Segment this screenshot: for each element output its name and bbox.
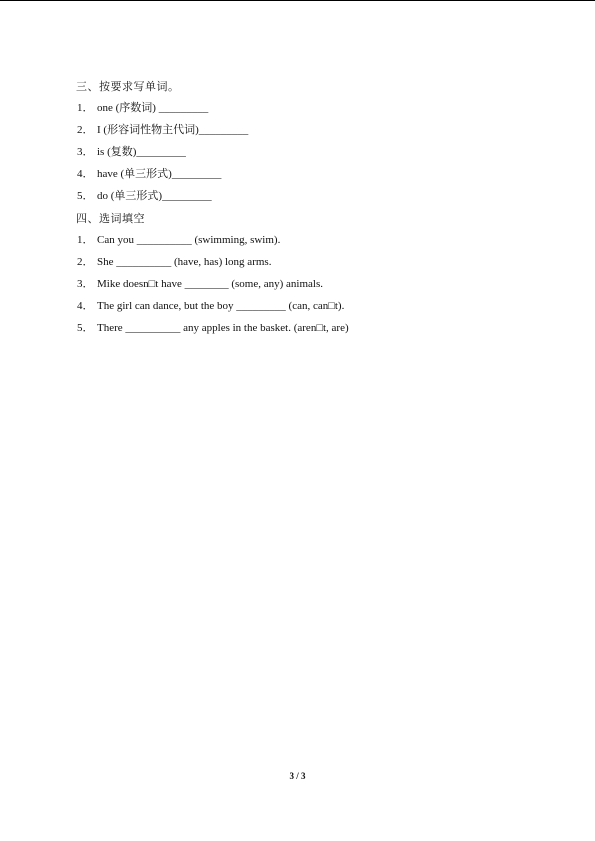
section-3-item-4: [76, 167, 546, 182]
item-text: do (单三形式)_________: [97, 190, 212, 202]
item-text: I (形容词性物主代词)_________: [97, 124, 249, 136]
section-4-item-4: [76, 299, 546, 314]
section-4-title: 四、选词填空: [76, 212, 145, 225]
section-4-item-1: [76, 233, 546, 248]
section-3-title: 三、按要求写单词。: [76, 80, 180, 93]
section-4-item-5: [76, 321, 546, 336]
section-3-item-5: [76, 189, 546, 204]
item-text: Mike doesn□t have ________ (some, any) animals.: [97, 278, 323, 290]
item-text: is (复数)_________: [97, 146, 186, 158]
item-text: one (序数词) _________: [97, 102, 209, 114]
page-number: 3 / 3: [289, 771, 306, 781]
item-text: have (单三形式)_________: [97, 168, 222, 180]
section-3-item-3: [76, 145, 546, 160]
item-number: 4．: [77, 168, 94, 180]
item-text: She __________ (have, has) long arms.: [97, 256, 272, 268]
section-4-item-3: [76, 277, 546, 292]
header-rule: [0, 0, 595, 1]
item-number: 2．: [77, 124, 94, 136]
item-text: Can you __________ (swimming, swim).: [97, 234, 281, 246]
worksheet-content: [76, 79, 546, 343]
item-number: 3．: [77, 146, 94, 158]
section-3-item-2: [76, 123, 546, 138]
item-number: 1．: [77, 102, 94, 114]
item-text: The girl can dance, but the boy _________ (can, can□t).: [97, 300, 345, 312]
item-number: 5．: [77, 190, 94, 202]
item-number: 1．: [77, 234, 94, 246]
item-number: 3．: [77, 278, 94, 290]
section-4-item-2: [76, 255, 546, 270]
item-number: 5．: [77, 322, 94, 334]
item-number: 2．: [77, 256, 94, 268]
item-number: 4．: [77, 300, 94, 312]
section-3-item-1: [76, 101, 546, 116]
item-text: There __________ any apples in the basket. (aren□t, are): [97, 322, 349, 334]
